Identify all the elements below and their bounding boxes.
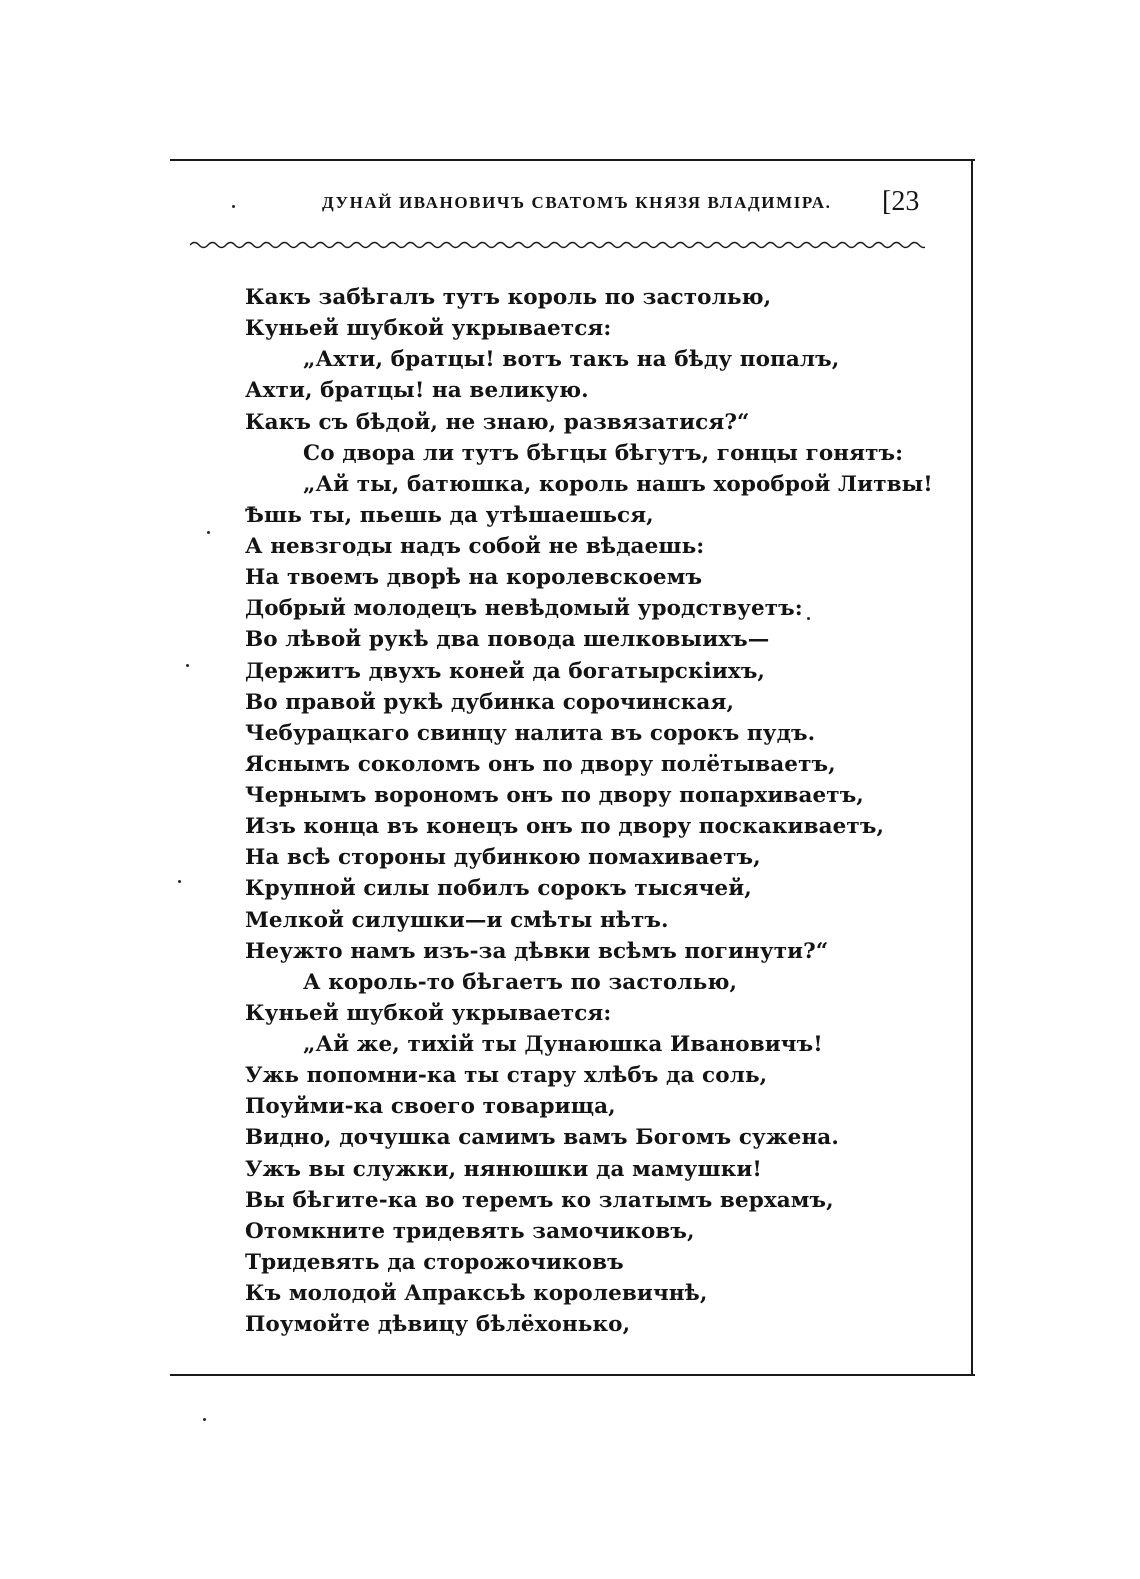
print-speck [203,1418,206,1421]
verse-line: На всѣ стороны дубинкою помахиваетъ, [245,845,761,871]
bottom-border-rule [170,1374,975,1376]
verse-line: Какъ забѣгалъ тутъ король по застолью, [245,285,772,310]
verse-line: Во лѣвой рукѣ два повода шелковыихъ— [245,627,770,653]
verse-line: Держитъ двухъ коней да богатырскіихъ, [245,658,765,684]
verse-line: Ахти, братцы! на великую. [245,378,589,404]
verse-line: Поумойте дѣвицу бѣлёхонько, [245,1312,631,1338]
print-speck [807,617,810,620]
verse-line: Крупной силы побилъ сорокъ тысячей, [245,876,752,902]
verse-line: Чернымъ ворономъ онъ по двору попархиваетъ, [245,783,864,808]
verse-line: „Ай же, тихій ты Дунаюшка Ивановичъ! [303,1032,823,1057]
verse-line: „Ахти, братцы! вотъ такъ на бѣду попалъ, [303,347,840,373]
verse-line: Ѣшь ты, пьешь да утѣшаешься, [245,502,654,528]
verse-line: Ужь попомни-ка ты стару хлѣбъ да соль, [245,1063,768,1089]
verse-line: „Ай ты, батюшка, король нашъ хороброй Литвы! [303,471,933,497]
ornamental-wavy-rule [190,238,925,252]
verse-line: Куньей шубкой укрывается: [245,1000,612,1026]
verse-line: На твоемъ дворѣ на королевскоемъ [245,565,703,591]
top-border-rule [170,159,975,161]
verse-line: Какъ съ бѣдой, не знаю, развязатися?“ [245,409,750,435]
verse-line: Куньей шубкой укрывается: [245,316,612,342]
verse-line: Поуйми-ка своего товарища, [245,1094,616,1120]
page-number: [23 [882,186,920,217]
verse-line: Чебурацкаго свинцу налита въ сорокъ пудъ. [245,720,816,746]
verse-line: Со двора ли тутъ бѣгцы бѣгутъ, гонцы гонятъ: [303,440,904,466]
print-speck [178,880,181,883]
verse-line: Ужъ вы служки, нянюшки да мамушки! [245,1156,762,1182]
verse-line: Мелкой силушки—и смѣты нѣтъ. [245,907,669,933]
verse-line: А невзгоды надъ собой не вѣдаешь: [245,534,705,559]
print-speck [186,664,189,667]
print-speck [232,205,235,208]
running-title: ДУНАЙ ИВАНОВИЧЪ СВАТОМЪ КНЯЗЯ ВЛАДИМІРА. [322,193,832,212]
print-speck [207,531,210,534]
right-border-rule [971,159,973,1376]
verse-line: Яснымъ соколомъ онъ по двору полётываетъ, [245,751,836,777]
verse-line: Вы бѣгите-ка во теремъ ко златымъ верхамъ, [245,1187,834,1213]
verse-text [245,282,955,1340]
verse-line: Отомкните тридевять замочиковъ, [245,1218,695,1244]
verse-line: А король-то бѣгаетъ по застолью, [303,969,738,995]
verse-line: Добрый молодецъ невѣдомый уродствуетъ: [245,596,803,622]
verse-line: Къ молодой Апраксьѣ королевичнѣ, [245,1281,708,1306]
verse-line: Во правой рукѣ дубинка сорочинская, [245,689,735,715]
verse-line: Тридевять да сторожочиковъ [245,1249,624,1275]
verse-line: Неужто намъ изъ-за дѣвки всѣмъ погинути?“ [245,938,829,964]
verse-line: Видно, дочушка самимъ вамъ Богомъ сужена. [245,1125,839,1151]
verse-line: Изъ конца въ конецъ онъ по двору поскакиваетъ, [245,814,885,840]
